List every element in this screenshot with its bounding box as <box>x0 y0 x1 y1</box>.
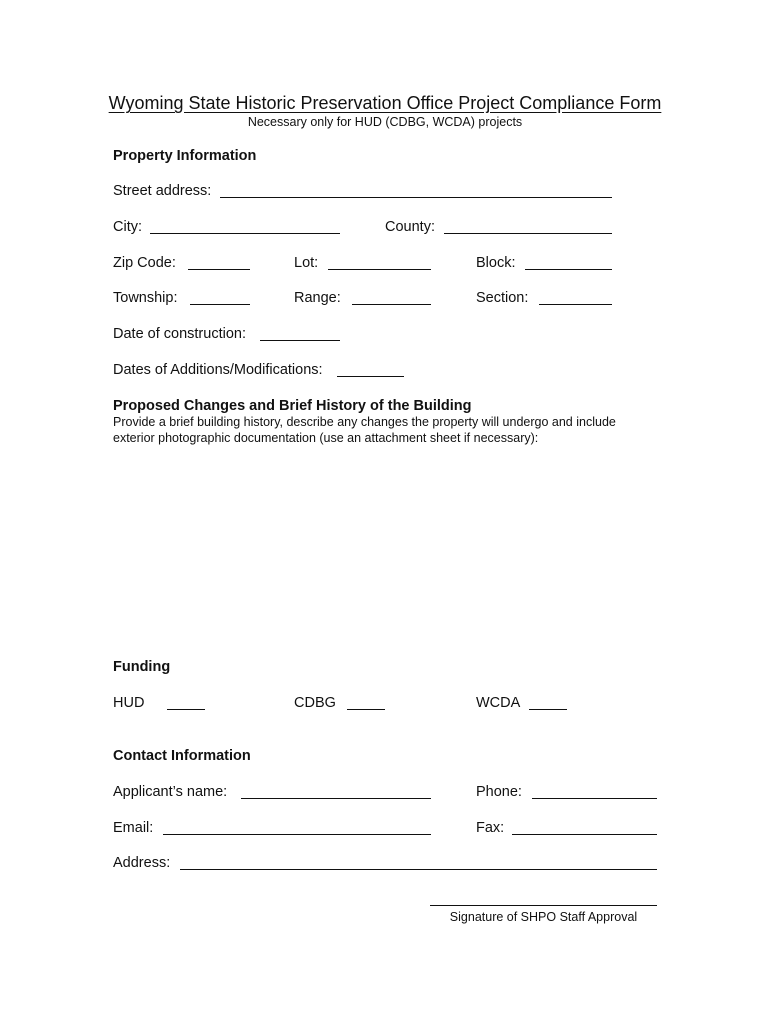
applicant-name-field[interactable] <box>241 798 431 799</box>
form-title: Wyoming State Historic Preservation Office Project Compliance Form <box>108 93 662 113</box>
cdbg-label: CDBG <box>294 695 336 711</box>
wcda-label: WCDA <box>476 695 521 711</box>
lot-label: Lot: <box>294 255 319 271</box>
fax-label: Fax: <box>476 820 505 836</box>
email-field[interactable] <box>163 834 431 835</box>
address-label: Address: <box>113 855 171 871</box>
zip-code-label: Zip Code: <box>113 255 176 271</box>
city-field[interactable] <box>150 233 340 234</box>
dates-of-additions-field[interactable] <box>337 376 404 377</box>
county-field[interactable] <box>444 233 612 234</box>
township-field[interactable] <box>190 304 250 305</box>
date-of-construction-label: Date of construction: <box>113 326 246 342</box>
range-field[interactable] <box>352 304 431 305</box>
dates-of-additions-label: Dates of Additions/Modifications: <box>113 362 323 378</box>
building-history-area[interactable] <box>113 450 658 645</box>
date-of-construction-field[interactable] <box>260 340 340 341</box>
hud-label: HUD <box>113 695 145 711</box>
form-subtitle: Necessary only for HUD (CDBG, WCDA) projects <box>247 115 523 129</box>
township-label: Township: <box>113 290 178 306</box>
fax-field[interactable] <box>512 834 657 835</box>
email-label: Email: <box>113 820 154 836</box>
property-information-heading: Property Information <box>113 148 257 164</box>
county-label: County: <box>385 219 435 235</box>
section-label: Section: <box>476 290 529 306</box>
funding-heading: Funding <box>113 659 171 675</box>
applicant-name-label: Applicant’s name: <box>113 784 228 800</box>
hud-field[interactable] <box>167 709 205 710</box>
street-address-field[interactable] <box>220 197 612 198</box>
wcda-field[interactable] <box>529 709 567 710</box>
lot-field[interactable] <box>328 269 431 270</box>
zip-code-field[interactable] <box>188 269 250 270</box>
address-field[interactable] <box>180 869 657 870</box>
section-field[interactable] <box>539 304 612 305</box>
block-field[interactable] <box>525 269 612 270</box>
proposed-changes-instruction-2: exterior photographic documentation (use an attachment sheet if necessary): <box>113 431 539 445</box>
cdbg-field[interactable] <box>347 709 385 710</box>
proposed-changes-instruction-1: Provide a brief building history, describe any changes the property will undergo and include <box>113 415 616 429</box>
city-label: City: <box>113 219 142 235</box>
shpo-signature-caption: Signature of SHPO Staff Approval <box>449 910 638 924</box>
shpo-signature-line[interactable] <box>430 905 657 906</box>
street-address-label: Street address: <box>113 183 212 199</box>
block-label: Block: <box>476 255 516 271</box>
phone-label: Phone: <box>476 784 522 800</box>
range-label: Range: <box>294 290 341 306</box>
proposed-changes-heading: Proposed Changes and Brief History of the Building <box>113 398 472 414</box>
phone-field[interactable] <box>532 798 657 799</box>
contact-information-heading: Contact Information <box>113 748 251 764</box>
